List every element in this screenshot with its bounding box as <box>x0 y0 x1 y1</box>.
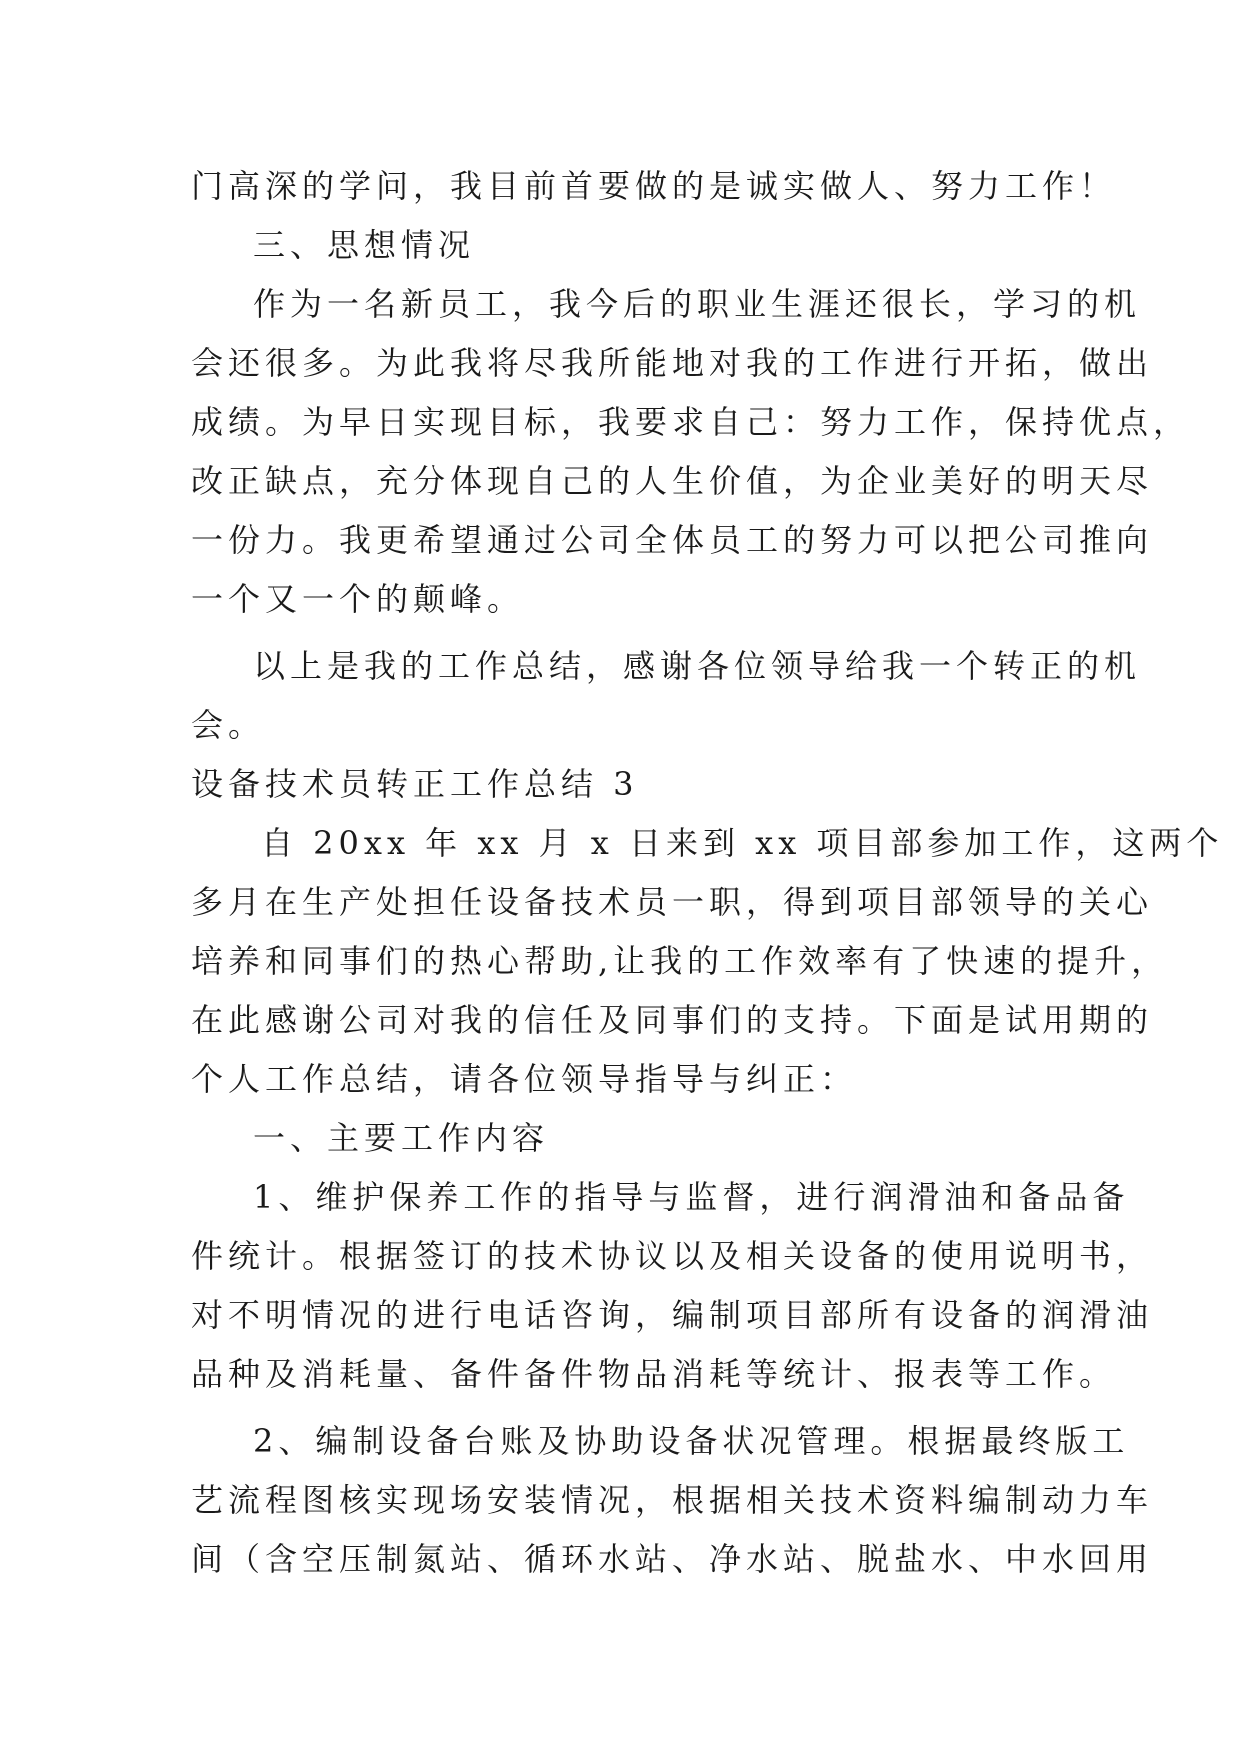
text-line: 一个又一个的颠峰。 <box>191 580 525 618</box>
section-heading: 一、主要工作内容 <box>253 1119 550 1157</box>
text-line: 会。 <box>191 706 266 744</box>
text-line: 对不明情况的进行电话咨询，编制项目部所有设备的润滑油 <box>191 1296 1154 1334</box>
text-line: 会还很多。为此我将尽我所能地对我的工作进行开拓，做出 <box>191 344 1154 382</box>
text-line: 作为一名新员工，我今后的职业生涯还很长，学习的机 <box>253 285 1142 323</box>
text-line: 品种及消耗量、备件备件物品消耗等统计、报表等工作。 <box>191 1355 1117 1393</box>
text-line: 一份力。我更希望通过公司全体员工的努力可以把公司推向 <box>191 521 1154 559</box>
text-line: 自 20xx 年 xx 月 x 日来到 xx 项目部参加工作，这两个 <box>261 824 1224 862</box>
text-line: 门高深的学问，我目前首要做的是诚实做人、努力工作！ <box>191 167 1117 205</box>
text-line: 1、维护保养工作的指导与监督，进行润滑油和备品备 <box>253 1178 1130 1216</box>
text-line: 改正缺点，充分体现自己的人生价值，为企业美好的明天尽 <box>191 462 1154 500</box>
text-line: 培养和同事们的热心帮助,让我的工作效率有了快速的提升， <box>191 942 1169 980</box>
section-heading: 三、思想情况 <box>253 226 476 264</box>
body-text <box>191 157 1224 1589</box>
text-line: 以上是我的工作总结，感谢各位领导给我一个转正的机 <box>253 647 1142 685</box>
text-line: 个人工作总结，请各位领导指导与纠正： <box>191 1060 858 1098</box>
text-line: 在此感谢公司对我的信任及同事们的支持。下面是试用期的 <box>191 1001 1154 1039</box>
text-line: 成绩。为早日实现目标，我要求自己：努力工作，保持优点， <box>191 403 1191 441</box>
text-line: 2、编制设备台账及协助设备状况管理。根据最终版工 <box>253 1422 1130 1460</box>
text-line: 多月在生产处担任设备技术员一职，得到项目部领导的关心 <box>191 883 1154 921</box>
text-line: 件统计。根据签订的技术协议以及相关设备的使用说明书， <box>191 1237 1154 1275</box>
document-title: 设备技术员转正工作总结 3 <box>191 765 639 803</box>
text-line: 间（含空压制氮站、循环水站、净水站、脱盐水、中水回用 <box>191 1540 1154 1578</box>
text-line: 艺流程图核实现场安装情况，根据相关技术资料编制动力车 <box>191 1481 1154 1519</box>
